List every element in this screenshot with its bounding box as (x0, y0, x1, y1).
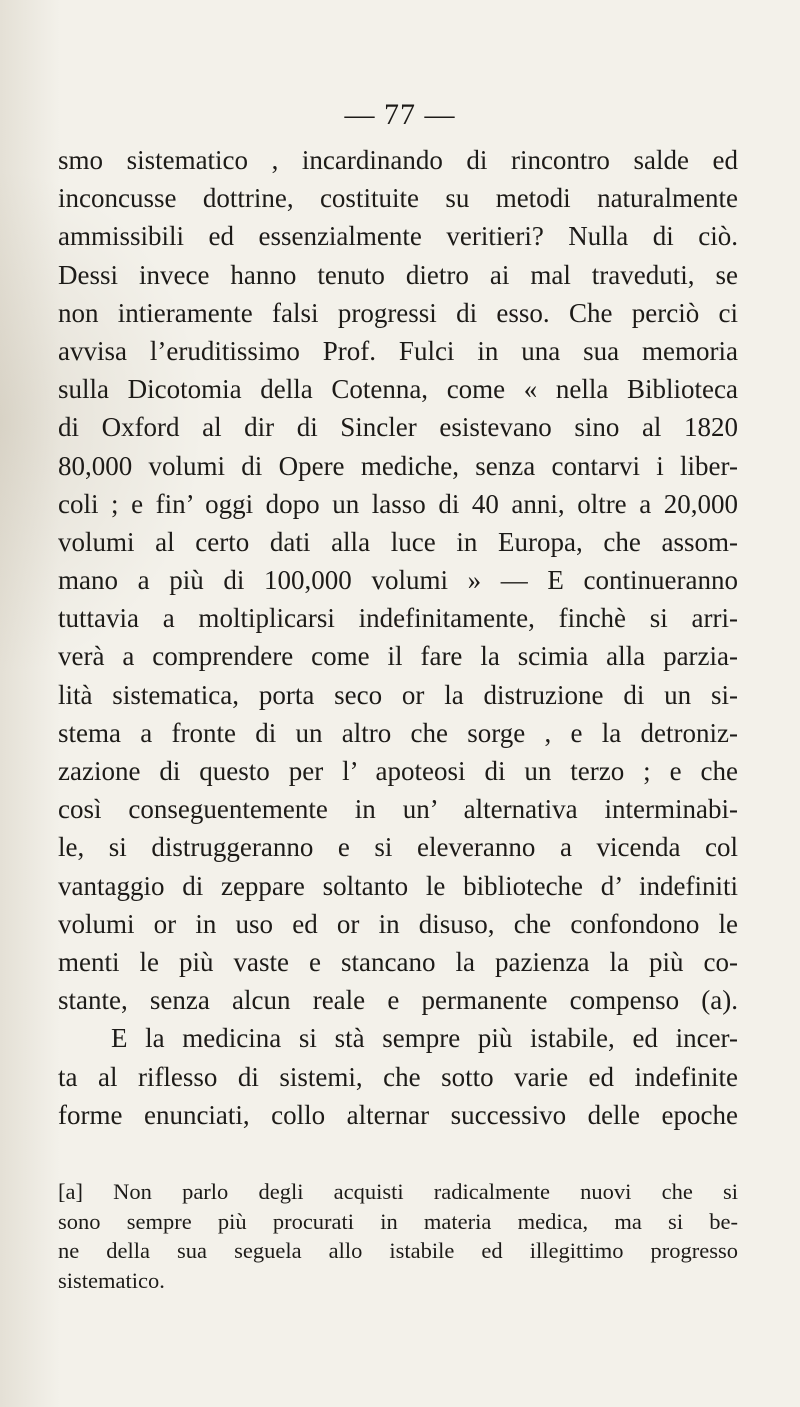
text-line: non intieramente falsi progressi di esso. Che perciò ci (58, 297, 738, 328)
text-line: stema a fronte di un altro che sorge , e la detroniz- (58, 717, 738, 748)
page-number: — 77 — (344, 98, 456, 131)
text-line: così conseguentemente in un’ alternativa interminabi- (58, 794, 738, 825)
text-line: stante, senza alcun reale e permanente compenso (a). (58, 985, 738, 1016)
text-line: inconcusse dottrine, costituite su metodi naturalmente (58, 183, 738, 214)
text-line: verà a comprendere come il fare la scimia alla parzia- (58, 641, 738, 672)
text-line: smo sistematico , incardinando di rincontro salde ed (58, 145, 738, 175)
footnote (58, 1177, 738, 1295)
main-text (58, 141, 738, 1134)
text-line: coli ; e fin’ oggi dopo un lasso di 40 anni, oltre a 20,000 (58, 488, 738, 519)
text-line: forme enunciati, collo alternar successivo delle epoche (58, 1099, 738, 1130)
text-line: tuttavia a moltiplicarsi indefinitamente, finchè si arri- (58, 603, 738, 634)
text-line: vantaggio di zeppare soltanto le biblioteche d’ indefiniti (58, 870, 738, 901)
text-line: volumi or in uso ed or in disuso, che confondono le (58, 908, 738, 939)
text-line: avvisa l’eruditissimo Prof. Fulci in una sua memoria (58, 335, 738, 366)
text-line: ta al riflesso di sistemi, che sotto varie ed indefinite (58, 1061, 738, 1092)
text-line: menti le più vaste e stancano la pazienza la più co- (58, 946, 738, 977)
text-line: le, si distruggeranno e si eleveranno a vicenda col (58, 832, 738, 863)
footnote-line: ne della sua seguela allo istabile ed illegittimo progresso (58, 1238, 738, 1263)
text-line: E la medicina si stà sempre più istabile, ed incer- (58, 1023, 738, 1054)
text-line: volumi al certo dati alla luce in Europa, che assom- (58, 526, 738, 557)
text-line: sulla Dicotomia della Cotenna, come « nella Biblioteca (58, 374, 738, 405)
text-line: ammissibili ed essenzialmente veritieri? Nulla di ciò. (58, 221, 738, 252)
text-line: zazione di questo per l’ apoteosi di un terzo ; e che (58, 756, 738, 786)
footnote-line: sono sempre più procurati in materia medica, ma si be- (58, 1208, 738, 1234)
footnote-line: sistematico. (58, 1267, 165, 1293)
text-line: 80,000 volumi di Opere mediche, senza contarvi i liber- (58, 450, 738, 481)
text-line: lità sistematica, porta seco or la distruzione di un si- (58, 679, 738, 710)
text-line: di Oxford al dir di Sincler esistevano sino al 1820 (58, 412, 738, 443)
text-line: mano a più di 100,000 volumi » — E continueranno (58, 565, 738, 596)
footnote-line: [a] Non parlo degli acquisti radicalmente nuovi che si (58, 1179, 738, 1204)
text-line: Dessi invece hanno tenuto dietro ai mal traveduti, se (58, 259, 738, 290)
